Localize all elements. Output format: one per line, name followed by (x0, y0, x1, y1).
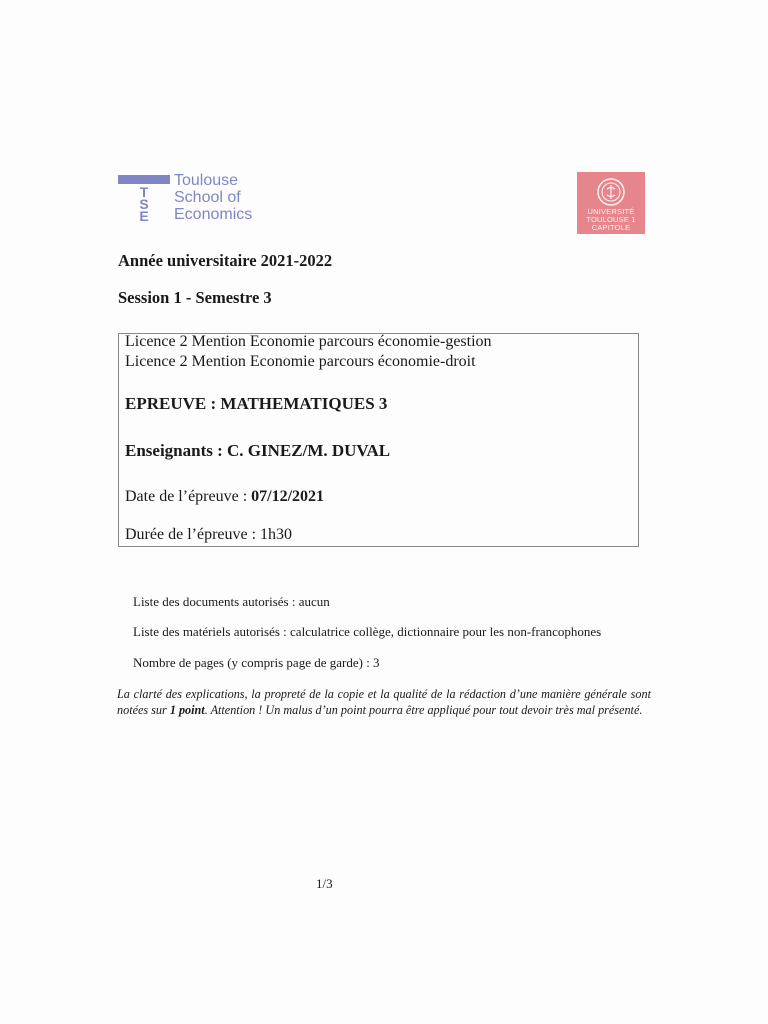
university-logo-line: CAPITOLE (591, 223, 631, 232)
allowed-materials: Liste des matériels autorisés : calculatrice collège, dictionnaire pour les non-francophones (133, 624, 602, 639)
tse-mark-icon (118, 175, 170, 221)
exam-duration: Durée de l’épreuve : 1h30 (125, 526, 293, 543)
program-line: Licence 2 Mention Economie parcours économie-gestion (125, 333, 492, 350)
university-seal-icon (595, 176, 627, 208)
tse-logo-line: School of (174, 189, 241, 206)
university-logo-line: TOULOUSE 1 (586, 215, 636, 224)
tse-logo-line: Economics (174, 206, 253, 223)
page-number: 1/3 (316, 876, 333, 891)
exam-date (125, 488, 324, 506)
tse-mark-letter-e: E (139, 208, 149, 221)
session-title: Session 1 - Semestre 3 (118, 288, 272, 307)
teachers: Enseignants : C. GINEZ/M. DUVAL (125, 441, 391, 460)
allowed-documents: Liste des documents autorisés : aucun (133, 594, 330, 609)
exam-title: EPREUVE : MATHEMATIQUES 3 (125, 394, 388, 413)
academic-year: Année universitaire 2021-2022 (118, 251, 333, 270)
notice-points: 1 point (169, 703, 205, 717)
notice-text: La clarté des explications, la propreté de la copie et la qualité de la rédaction d’une manière générale sont notées sur (117, 687, 651, 717)
tse-mark-letter-t: T (139, 184, 149, 200)
presentation-notice (117, 686, 651, 718)
tse-logo (118, 172, 288, 224)
tse-logo-line: Toulouse (174, 172, 239, 189)
program-line: Licence 2 Mention Economie parcours économie-droit (125, 353, 476, 370)
university-logo-text (577, 208, 645, 232)
exam-info-box (118, 333, 639, 547)
tse-logo-text (174, 172, 252, 223)
page-count: Nombre de pages (y compris page de garde) : 3 (133, 655, 380, 670)
exam-date-label: Date de l’épreuve : (125, 488, 252, 505)
tse-mark-letter-s: S (139, 196, 149, 212)
university-logo-line: UNIVERSITÉ (587, 207, 635, 216)
notice-text: . Attention ! Un malus d’un point pourra être appliqué pour tout devoir très mal présenté. (204, 703, 643, 717)
university-logo (577, 172, 645, 234)
exam-date-value: 07/12/2021 (251, 488, 325, 505)
